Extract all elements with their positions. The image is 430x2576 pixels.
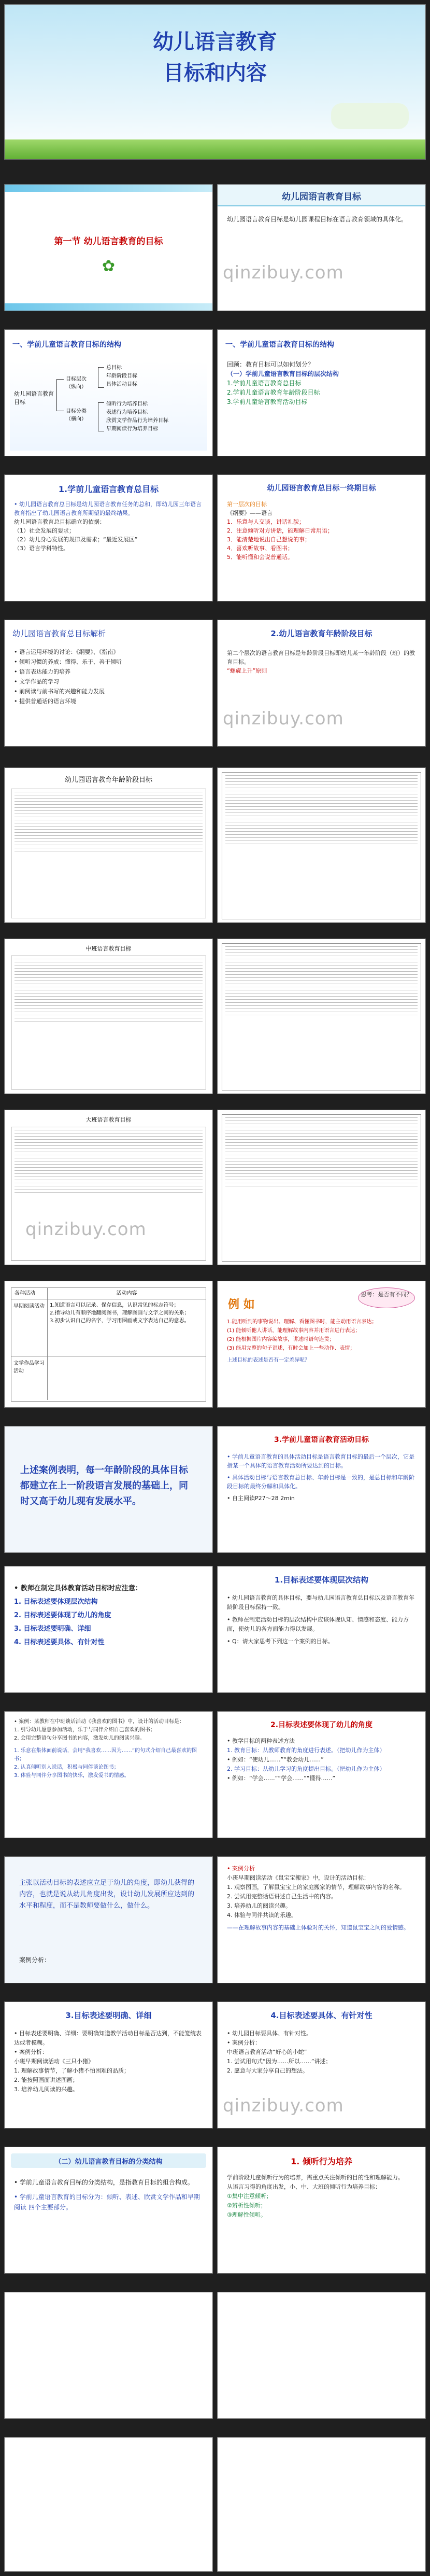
slide-heading: 2.目标表述要体现了幼儿的角度 bbox=[270, 1721, 373, 1729]
subheading: 第一层次的目标 bbox=[227, 501, 267, 508]
title-line-1: 幼儿语言教育 bbox=[153, 30, 277, 54]
slide-structure-diagram bbox=[4, 329, 213, 456]
paragraph: 1. 教育目标：从教师教育的角度进行表述。（把幼儿作为主体） bbox=[227, 1747, 385, 1754]
paragraph: 2. 学习目标：从幼儿学习的角度提出目标。（把幼儿作为主体） bbox=[227, 1766, 385, 1772]
list-item: 5．能听懂和会说普通话。 bbox=[227, 554, 293, 561]
diagram-item: 具体活动目标 bbox=[106, 382, 137, 387]
slide-child-view bbox=[4, 1856, 213, 1983]
slide-final-goal bbox=[217, 474, 426, 601]
paragraph: • 幼儿园语言教育的具体目标，要与幼儿园语言教育总目标以及语言教育年龄阶段目标保持一致。 bbox=[227, 1594, 414, 1611]
table-header bbox=[11, 1288, 206, 1299]
table-row bbox=[11, 1356, 206, 1400]
paragraph: • 案例分析： bbox=[14, 2049, 48, 2055]
paragraph: 从语言习得的角度出发，小、中、大班的倾听行为培养目标： bbox=[227, 2183, 381, 2190]
paragraph: 幼儿园语言教育总目标确立的依据： bbox=[14, 519, 105, 525]
list-item: 1．乐意与人交谈，讲话礼貌； bbox=[227, 519, 305, 525]
table bbox=[11, 956, 206, 1089]
list-item: 1.能用听到的事物说出、理解、看懂图书时，能主动用语言表达； bbox=[227, 1319, 377, 1325]
slide-heading: （二）幼儿语言教育目标的分类结构 bbox=[54, 2158, 163, 2166]
list-item: • 文学作品的学习 bbox=[14, 678, 59, 685]
paragraph: 学前阶段儿童倾听行为的培养，需重点关注倾听的目的性和理解能力。 bbox=[227, 2174, 404, 2181]
table bbox=[222, 772, 421, 919]
slide-case-analysis bbox=[217, 1856, 426, 1983]
slide-heading: 1. 倾听行为培养 bbox=[291, 2157, 352, 2166]
paragraph: 小班早期阅读活动《鼠宝宝搬家》中，设计的活动目标： bbox=[227, 1874, 369, 1881]
grass-decoration bbox=[5, 139, 425, 160]
list-item: • 倾听习惯的养成：懂得、乐于、善于倾听 bbox=[14, 659, 122, 665]
table bbox=[11, 1287, 206, 1402]
list-item: 2.学前儿童语言教育年龄阶段目标 bbox=[227, 389, 320, 396]
diagram-item: 倾听行为培养目标 bbox=[106, 401, 148, 407]
slide-clear-goal bbox=[4, 2001, 213, 2129]
slide-specific-goal bbox=[217, 2001, 426, 2129]
paragraph: 中班语言教育活动“好心的小蛇” bbox=[227, 2049, 307, 2055]
slide-body bbox=[227, 1452, 416, 1503]
paragraph: 2. 认真倾听别人说话，积极与同伴谈论图书； bbox=[14, 1765, 119, 1770]
paragraph: 小班早期阅读活动《三只小猪》 bbox=[14, 2058, 94, 2065]
list-item: (1) 能倾听他人讲话，能理解故事内容并用语言进行表达； bbox=[227, 1328, 361, 1334]
paragraph: 第二个层次的语言教育目标是年龄阶段目标即幼儿某一年龄阶段（班）的教育目标。 bbox=[227, 650, 415, 665]
slide-final-left bbox=[4, 2437, 213, 2572]
diagram-item: 年龄阶段目标 bbox=[106, 373, 137, 379]
paragraph: • 教学目标的两种表述方法 bbox=[227, 1738, 295, 1744]
slide-heading: 1.学前儿童语言教育总目标 bbox=[58, 484, 159, 494]
case-title: • 案例分析 bbox=[227, 1865, 255, 1872]
diagram-item: 表述行为培养目标 bbox=[106, 410, 148, 415]
slide-body bbox=[227, 649, 416, 675]
paragraph: 3. 培养幼儿阅读的兴趣。 bbox=[14, 2086, 78, 2093]
paragraph: （3）语言学科特性。 bbox=[14, 545, 69, 552]
slide-body bbox=[227, 1318, 416, 1365]
list-item: • 语言运用环境的讨论：《纲要》、《指南》 bbox=[14, 649, 119, 655]
slide-heading: 中班语言教育目标 bbox=[85, 945, 132, 952]
paragraph: • 例如：“学会……”“学会……”“懂得……” bbox=[227, 1775, 336, 1782]
notes-title: • 教师在制定具体教育活动目标时应注意： bbox=[14, 1585, 142, 1592]
paragraph: 1. 观察图画，了解鼠宝宝上的家庭搬家的情节，理解故事内容的名称。 bbox=[227, 1884, 405, 1891]
slide-body bbox=[227, 2173, 416, 2220]
paragraph: • 幼儿园目标要具体、有针对性。 bbox=[227, 2030, 312, 2037]
slide-heading: 1.目标表述要体现层次结构 bbox=[274, 1575, 369, 1585]
slide-body bbox=[14, 2177, 203, 2213]
question-text: 回顾：教育目标可以如何划分？ bbox=[227, 361, 314, 368]
section-title: 第一节 幼儿语言教育的目标 bbox=[54, 236, 163, 247]
diagram-group-1: 目标层次（纵向） bbox=[66, 376, 87, 390]
slide-body bbox=[14, 647, 203, 706]
list-item: 2．注意倾听对方讲话，能理解日常用语； bbox=[227, 527, 333, 534]
slide-notes bbox=[4, 1566, 213, 1693]
diagram-group-2: 目标分类（横向） bbox=[66, 409, 87, 422]
flower-icon: ✿ bbox=[102, 257, 116, 275]
paragraph: • 学前儿童语言教育目标的分类结构，是指教育目标的组合构成。 bbox=[14, 2179, 194, 2186]
paragraph: ——在理解故事内容的基础上体验对的关怀，知道鼠宝宝之间的爱情感。 bbox=[227, 1924, 409, 1931]
doc-title: 《纲要》——语言 bbox=[227, 510, 273, 516]
slide-middle-class-table bbox=[4, 939, 213, 1094]
table bbox=[11, 789, 206, 918]
example-label: 例 如 bbox=[228, 1298, 255, 1311]
ferris-wheel-decoration bbox=[331, 103, 409, 129]
paragraph: 4. 体验与同伴共读的乐趣。 bbox=[227, 1912, 297, 1919]
row-content bbox=[48, 1356, 206, 1400]
slide-continued-left bbox=[4, 2292, 213, 2419]
slide-goal-analysis bbox=[4, 620, 213, 747]
paragraph: • 具体活动目标与语言教育总目标、年龄目标是一致的，是总目标和年龄阶段目标的最终分解和具体化。 bbox=[227, 1474, 414, 1490]
slide-body bbox=[227, 1864, 416, 1933]
paragraph: （2）幼儿身心发展的规律及需求；“最近发展区” bbox=[14, 536, 138, 543]
diagram-root: 幼儿园语言教育目标 bbox=[14, 390, 54, 405]
list-item: 3．能清楚地说出自己想说的事； bbox=[227, 536, 310, 543]
slide-final-right bbox=[217, 2437, 426, 2572]
paragraph: • 自主阅读P27～28 2min bbox=[227, 1495, 295, 1502]
paragraph: 2. 能按照画面讲述图画； bbox=[14, 2077, 78, 2083]
slide-body bbox=[14, 2029, 203, 2094]
slide-heading: 3.学前儿童语言教育活动目标 bbox=[274, 1436, 369, 1444]
slide-heading: 一、学前儿童语言教育目标的结构 bbox=[225, 341, 334, 349]
column-header: 各种活动 bbox=[11, 1288, 48, 1299]
slide-case bbox=[4, 1711, 213, 1838]
list-item: 3.学前儿童语言教育活动目标 bbox=[227, 398, 308, 405]
slide-general-goal bbox=[4, 474, 213, 601]
list-item: (3) 能用完整的句子讲述，有时会加上一些动作、表情； bbox=[227, 1346, 355, 1351]
diagram-list-1 bbox=[106, 364, 137, 389]
slide-heading: 幼儿园语言教育年龄阶段目标 bbox=[64, 776, 152, 784]
slide-heading: 幼儿园语言教育总目标一终期目标 bbox=[267, 484, 376, 493]
slide-listening bbox=[217, 2147, 426, 2274]
paragraph: • Q：请大家思考下列这一个案例的目标。 bbox=[227, 1638, 334, 1645]
diagram-item: 早期阅读行为培养目标 bbox=[106, 426, 158, 432]
row-line: 1.知道语言可以记录、保存信息，认识常见的标志符号； bbox=[50, 1303, 179, 1308]
paragraph: • 目标表述要明确、详细：要明确知道教学活动目标是否达到，不能笼统表达或者模糊。 bbox=[14, 2030, 202, 2046]
list-item: 4．喜欢听故事、看图书； bbox=[227, 545, 293, 552]
paragraph: 1. 引导幼儿愿意参加活动，乐于与同伴介绍自己喜欢的图书； bbox=[14, 1727, 155, 1733]
list-item: ③理解性倾听。 bbox=[227, 2211, 266, 2218]
thought-bubble: 思考：是否有不同？ bbox=[358, 1287, 415, 1308]
list-item: 2. 目标表述要体现了幼儿的角度 bbox=[14, 1612, 111, 1619]
diagram-item: 欣赏文学作品行为培养目标 bbox=[106, 418, 168, 424]
watermark: qinzibuy.com bbox=[223, 262, 344, 283]
slide-activity-table bbox=[4, 1281, 213, 1408]
footer-question: 上述目标的表述是否有一定差异呢？ bbox=[227, 1357, 310, 1363]
table bbox=[222, 943, 421, 1090]
row-label: 文学作品学习活动 bbox=[11, 1356, 48, 1400]
slide-goal-definition bbox=[217, 184, 426, 311]
slide-summary bbox=[4, 1426, 213, 1553]
paragraph: 3. 培养幼儿的阅读兴趣。 bbox=[227, 1902, 291, 1909]
list-item: ②辨析性倾听； bbox=[227, 2202, 266, 2209]
paragraph: • 教师在制定活动目标的层次结构中应该体现认知、情感和态度、能力方面，使幼儿的各方面能力得以发展。 bbox=[227, 1616, 409, 1632]
slide-large-class-table bbox=[4, 1110, 213, 1265]
list-item: • 提供普通话的语言环境 bbox=[14, 698, 76, 705]
paragraph: 主张以活动目标的表述应立足于幼儿的角度，即幼儿获得的内容，也就是说从幼儿角度出发，设计幼儿发展所应达到的水平和程度，而不是教师要做什么，做什么。 bbox=[19, 1879, 195, 1910]
slide-heading: 一、学前儿童语言教育目标的结构 bbox=[12, 341, 121, 349]
watermark: qinzibuy.com bbox=[25, 1219, 147, 1240]
slide-body bbox=[14, 1718, 203, 1780]
slide-body bbox=[227, 500, 416, 562]
paragraph: （1）社会发展的要求； bbox=[14, 527, 75, 534]
slide-age-table-right bbox=[217, 767, 426, 923]
watermark: qinzibuy.com bbox=[223, 2095, 344, 2116]
slide-age-goal bbox=[217, 620, 426, 747]
row-label: 早期阅读活动 bbox=[11, 1299, 48, 1356]
row-content bbox=[48, 1299, 206, 1356]
paragraph: • 学前儿童语言教育的具体活动目标是语言教育目标的最后一个层次，它是指某一个具体的语言教育活动所要达到的目标。 bbox=[227, 1453, 414, 1469]
list-item: • 语言表达能力的培养 bbox=[14, 668, 70, 675]
slide-header-title: 幼儿园语言教育目标 bbox=[282, 192, 361, 202]
bottom-band bbox=[5, 303, 212, 311]
title-slide bbox=[4, 4, 426, 160]
paragraph: • 幼儿园语言教育总目标是幼儿园语言教育任务的总和，即幼儿园三年语言教育指出了幼儿园语言教育所期望的最终结果。 bbox=[14, 501, 202, 516]
summary-text: 上述案例表明，每一年龄阶段的具体目标都建立在上一阶段语言发展的基础上，同时又高于幼儿现有发展水平。 bbox=[20, 1465, 188, 1507]
slide-heading: 幼儿园语言教育总目标解析 bbox=[12, 629, 106, 638]
paragraph: 2. 尝试用完整话语讲述自己生活中的内容。 bbox=[227, 1893, 337, 1900]
list-item: 4. 目标表述要具体、有针对性 bbox=[14, 1639, 105, 1646]
slide-continued-right bbox=[217, 2292, 426, 2419]
slide-body: 幼儿园语言教育目标是幼儿园课程目标在语言教育领域的具体化。 bbox=[227, 216, 408, 223]
diagram-item: 总目标 bbox=[106, 365, 122, 371]
slide-example bbox=[217, 1281, 426, 1408]
diagram-bracket-1 bbox=[98, 367, 104, 388]
slide-age-table-small bbox=[4, 767, 213, 923]
slide-body bbox=[227, 360, 416, 407]
slide-middle-class-table-right bbox=[217, 939, 426, 1094]
list-item: 3. 目标表述要明确、详细 bbox=[14, 1625, 91, 1633]
row-line: 2.指导幼儿有顺序地翻阅图书，理解图画与文字之间的关系； bbox=[50, 1310, 190, 1316]
slide-structure-levels bbox=[217, 329, 426, 456]
slide-header bbox=[218, 185, 425, 206]
paragraph: • 学前儿童语言教育的目标分为：倾听、表述、欣赏文学作品和早期阅读 四个主要部分。 bbox=[14, 2193, 200, 2211]
slide-body bbox=[14, 500, 203, 553]
paragraph: • 例如：“使幼儿……”“教会幼儿……” bbox=[227, 1756, 324, 1763]
slide-classification bbox=[4, 2147, 213, 2274]
slide-body bbox=[227, 2029, 416, 2076]
paragraph: 1. 理解故事情节，了解小猪不怕困难的品质； bbox=[14, 2067, 130, 2074]
note: “螺旋上升”原则 bbox=[227, 667, 267, 674]
slide-heading: 2.幼儿语言教育年龄阶段目标 bbox=[270, 629, 372, 638]
slide-heading: 4.目标表述要具体、有针对性 bbox=[270, 2011, 372, 2020]
slide-body bbox=[14, 1582, 203, 1649]
section-slide bbox=[4, 184, 213, 311]
case-label: 案例分析： bbox=[19, 1956, 51, 1964]
paragraph: 2. 愿意与大家分享自己的想法。 bbox=[227, 2067, 308, 2074]
slide-large-class-table-right bbox=[217, 1110, 426, 1265]
table-row bbox=[11, 1299, 206, 1356]
row-line: 3.初步认识自己的名字，学习用图画或文字表达自己的意思。 bbox=[50, 1318, 190, 1324]
top-band bbox=[5, 185, 212, 192]
table bbox=[11, 1127, 206, 1261]
paragraph: • 案例：某教师在中班谈话活动《我喜欢的图书》中，设计的活动目标是： bbox=[14, 1719, 185, 1725]
slide-activity-goal bbox=[217, 1426, 426, 1553]
list-item: 1. 目标表述要体现层次结构 bbox=[14, 1598, 98, 1606]
diagram-list-2 bbox=[106, 400, 168, 433]
slide-heading: 大班语言教育目标 bbox=[85, 1116, 132, 1123]
paragraph: • 案例分析： bbox=[227, 2039, 261, 2046]
paragraph: 1. 尝试用句式“因为……所以……”讲述； bbox=[227, 2058, 332, 2065]
slide-child-perspective bbox=[217, 1711, 426, 1838]
title-line-2: 目标和内容 bbox=[163, 61, 267, 85]
table bbox=[222, 1114, 421, 1262]
list-item: • 前阅读与前书写的兴趣和能力发展 bbox=[14, 688, 105, 695]
slide-level-structure bbox=[217, 1566, 426, 1693]
diagram-bracket-2 bbox=[98, 402, 104, 431]
paragraph: 2. 会用完整语句分享图书的内容，激发幼儿的阅读兴趣。 bbox=[14, 1735, 145, 1741]
slide-body bbox=[227, 1737, 416, 1783]
diagram-bracket bbox=[56, 379, 64, 411]
list-item: ①集中注意倾听； bbox=[227, 2193, 272, 2200]
slide-body bbox=[227, 1593, 416, 1646]
paragraph: 3. 体验与同伴分享图书的快乐，激发爱书的情感。 bbox=[14, 1773, 130, 1779]
column-header: 活动内容 bbox=[116, 1291, 137, 1296]
list-item: (2) 能根据图片内容编故事，讲述时语句连贯； bbox=[227, 1337, 335, 1342]
subheading: （一）学前儿童语言教育目标的层次结构 bbox=[227, 370, 339, 377]
slide-heading: 3.目标表述要明确、详细 bbox=[65, 2011, 152, 2020]
paragraph: 1. 乐意在集体面前说话，会用“我喜欢……因为……”的句式介绍自己最喜欢的图书； bbox=[14, 1748, 197, 1762]
list-item: 1.学前儿童语言教育总目标 bbox=[227, 380, 302, 387]
watermark: qinzibuy.com bbox=[223, 708, 344, 729]
